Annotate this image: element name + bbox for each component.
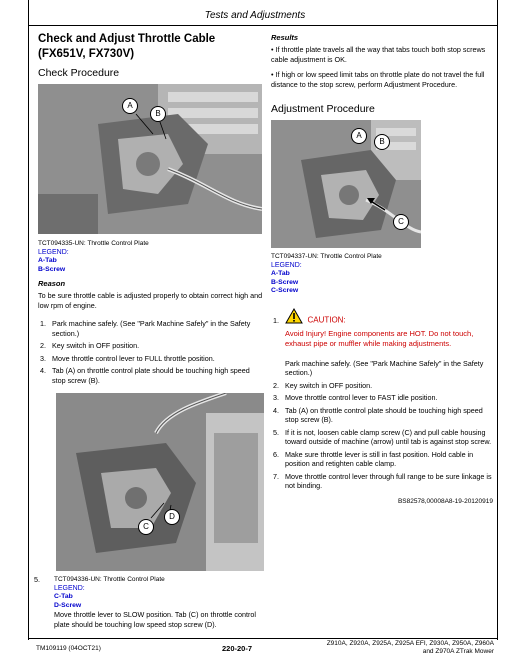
figure-throttle-plate-2 <box>56 393 264 571</box>
list-item <box>271 381 493 391</box>
step-number: 4. <box>40 366 46 375</box>
warning-icon <box>285 308 303 329</box>
callout-c: C <box>138 519 154 535</box>
legend-title-3: LEGEND: <box>271 262 302 269</box>
step-text: Move throttle control lever to FULL throttle position. <box>52 353 215 363</box>
legend-item: C-Tab <box>54 593 73 600</box>
step-5-text: Move throttle lever to SLOW position. Tab (C) on throttle control plate should be touching low speed stop screw (D). <box>54 610 257 629</box>
legend-title-2: LEGEND: <box>54 585 85 592</box>
legend-item: B-Screw <box>38 265 66 273</box>
step-text: Park machine safely. (See "Park Machine Safely" in the Safety section.) <box>52 319 251 338</box>
list-item <box>38 341 263 351</box>
caution-text: Avoid Injury! Engine components are HOT. Do not touch, exhaust pipe or muffler while making adjustments. <box>285 328 474 348</box>
step-text: Key switch in OFF position. <box>285 380 373 390</box>
step-text: Tab (A) on throttle control plate should be touching high speed stop screw (B). <box>285 405 483 424</box>
result-item: • If throttle plate travels all the way that tabs touch both stop screws cable adjustment is OK. <box>271 45 486 64</box>
figure-caption-2: TCT094336-UN: Throttle Control Plate <box>54 576 165 583</box>
figure-caption-1: TCT094335-UN: Throttle Control Plate <box>38 240 149 247</box>
caution-title: CAUTION: <box>307 315 346 325</box>
adjustment-steps <box>271 381 493 491</box>
step-number: 4. <box>273 405 279 415</box>
legend-item: A-Tab <box>38 257 57 264</box>
figure-throttle-plate-3 <box>271 120 421 248</box>
engine-photo-1 <box>38 84 262 234</box>
right-column <box>271 32 493 506</box>
step-text: Tab (A) on throttle control plate should be touching high speed stop screw (B). <box>52 366 250 385</box>
step-text: Make sure throttle lever is still in fast position. Hold cable in position and retighten cable clamp. <box>285 449 474 468</box>
callout-b: B <box>374 134 390 150</box>
step-number: 6. <box>273 449 279 459</box>
step-5-block <box>34 575 263 629</box>
left-column <box>34 32 263 629</box>
footer-models-line-2: and Z970A ZTrak Mower <box>422 648 494 655</box>
footer-manual-id: TM109119 (04OCT21) <box>36 645 101 652</box>
adjust-step-1-text: Park machine safely. (See "Park Machine Safely" in the Safety section.) <box>285 358 484 377</box>
check-procedure-heading: Check Procedure <box>38 67 120 79</box>
callout-a: A <box>351 128 367 144</box>
list-item <box>271 428 493 447</box>
results-heading: Results <box>271 33 299 42</box>
step-number: 1. <box>273 315 279 325</box>
step-number: 5. <box>34 575 40 584</box>
figure-caption-3: TCT094337-UN: Throttle Control Plate <box>271 253 382 260</box>
legend-title-1: LEGEND: <box>38 249 69 256</box>
callout-b: B <box>150 106 166 122</box>
engine-photo-2 <box>56 393 264 571</box>
reason-text: To be sure throttle cable is adjusted properly to obtain correct high and low rpm of engine. <box>38 291 263 310</box>
footer-page-number: 220-20-7 <box>222 644 253 653</box>
page-title: Check and Adjust Throttle Cable (FX651V, FX730V) <box>38 33 216 60</box>
step-number: 7. <box>273 471 279 481</box>
legend-item: A-Tab <box>271 270 290 277</box>
legend-item: C-Screw <box>271 287 299 294</box>
step-text: Move throttle control lever through full range to be sure linkage is not binding. <box>285 471 492 490</box>
step-text: Move throttle control lever to FAST idle position. <box>285 393 438 402</box>
list-item <box>271 472 493 491</box>
list-item <box>38 354 263 364</box>
figure-throttle-plate-1 <box>38 84 262 234</box>
list-item <box>38 319 263 338</box>
footer-models-line-1: Z910A, Z920A, Z925A, Z925A EFI, Z930A, Z950A, Z960A <box>326 640 494 647</box>
step-number: 5. <box>273 427 279 437</box>
step-number: 2. <box>40 341 46 350</box>
page-frame-left <box>28 0 29 640</box>
page-header: Tests and Adjustments <box>204 10 306 21</box>
callout-a: A <box>122 98 138 114</box>
footer-rule <box>28 638 498 639</box>
step-number: 3. <box>40 353 46 363</box>
list-item <box>38 366 263 385</box>
adjustment-procedure-heading: Adjustment Procedure <box>271 103 375 115</box>
step-text: Key switch in OFF position. <box>52 341 140 350</box>
list-item <box>271 450 493 469</box>
page-frame-right <box>497 0 498 640</box>
footer-models <box>327 640 494 656</box>
list-item <box>271 393 493 403</box>
reason-heading: Reason <box>38 279 66 288</box>
result-item: • If high or low speed limit tabs on throttle plate do not travel the full distance to the stop screw, perform Adjustment Procedure. <box>271 70 485 89</box>
caution-block <box>271 308 493 349</box>
step-number: 2. <box>273 380 279 390</box>
step-number: 1. <box>40 319 46 328</box>
document-reference: BS82578,00008A8-19-20120919 <box>397 497 493 505</box>
callout-d: D <box>164 509 180 525</box>
step-number: 3. <box>273 393 279 402</box>
legend-item: B-Screw <box>271 278 299 286</box>
check-steps <box>38 319 263 385</box>
legend-item: D-Screw <box>54 601 82 609</box>
header-rule <box>28 25 498 26</box>
list-item <box>271 406 493 425</box>
step-text: If it is not, loosen cable clamp screw (C) and pull cable housing toward outside of machine (arrow) until tab is against stop screw. <box>285 427 492 446</box>
callout-c: C <box>393 214 409 230</box>
